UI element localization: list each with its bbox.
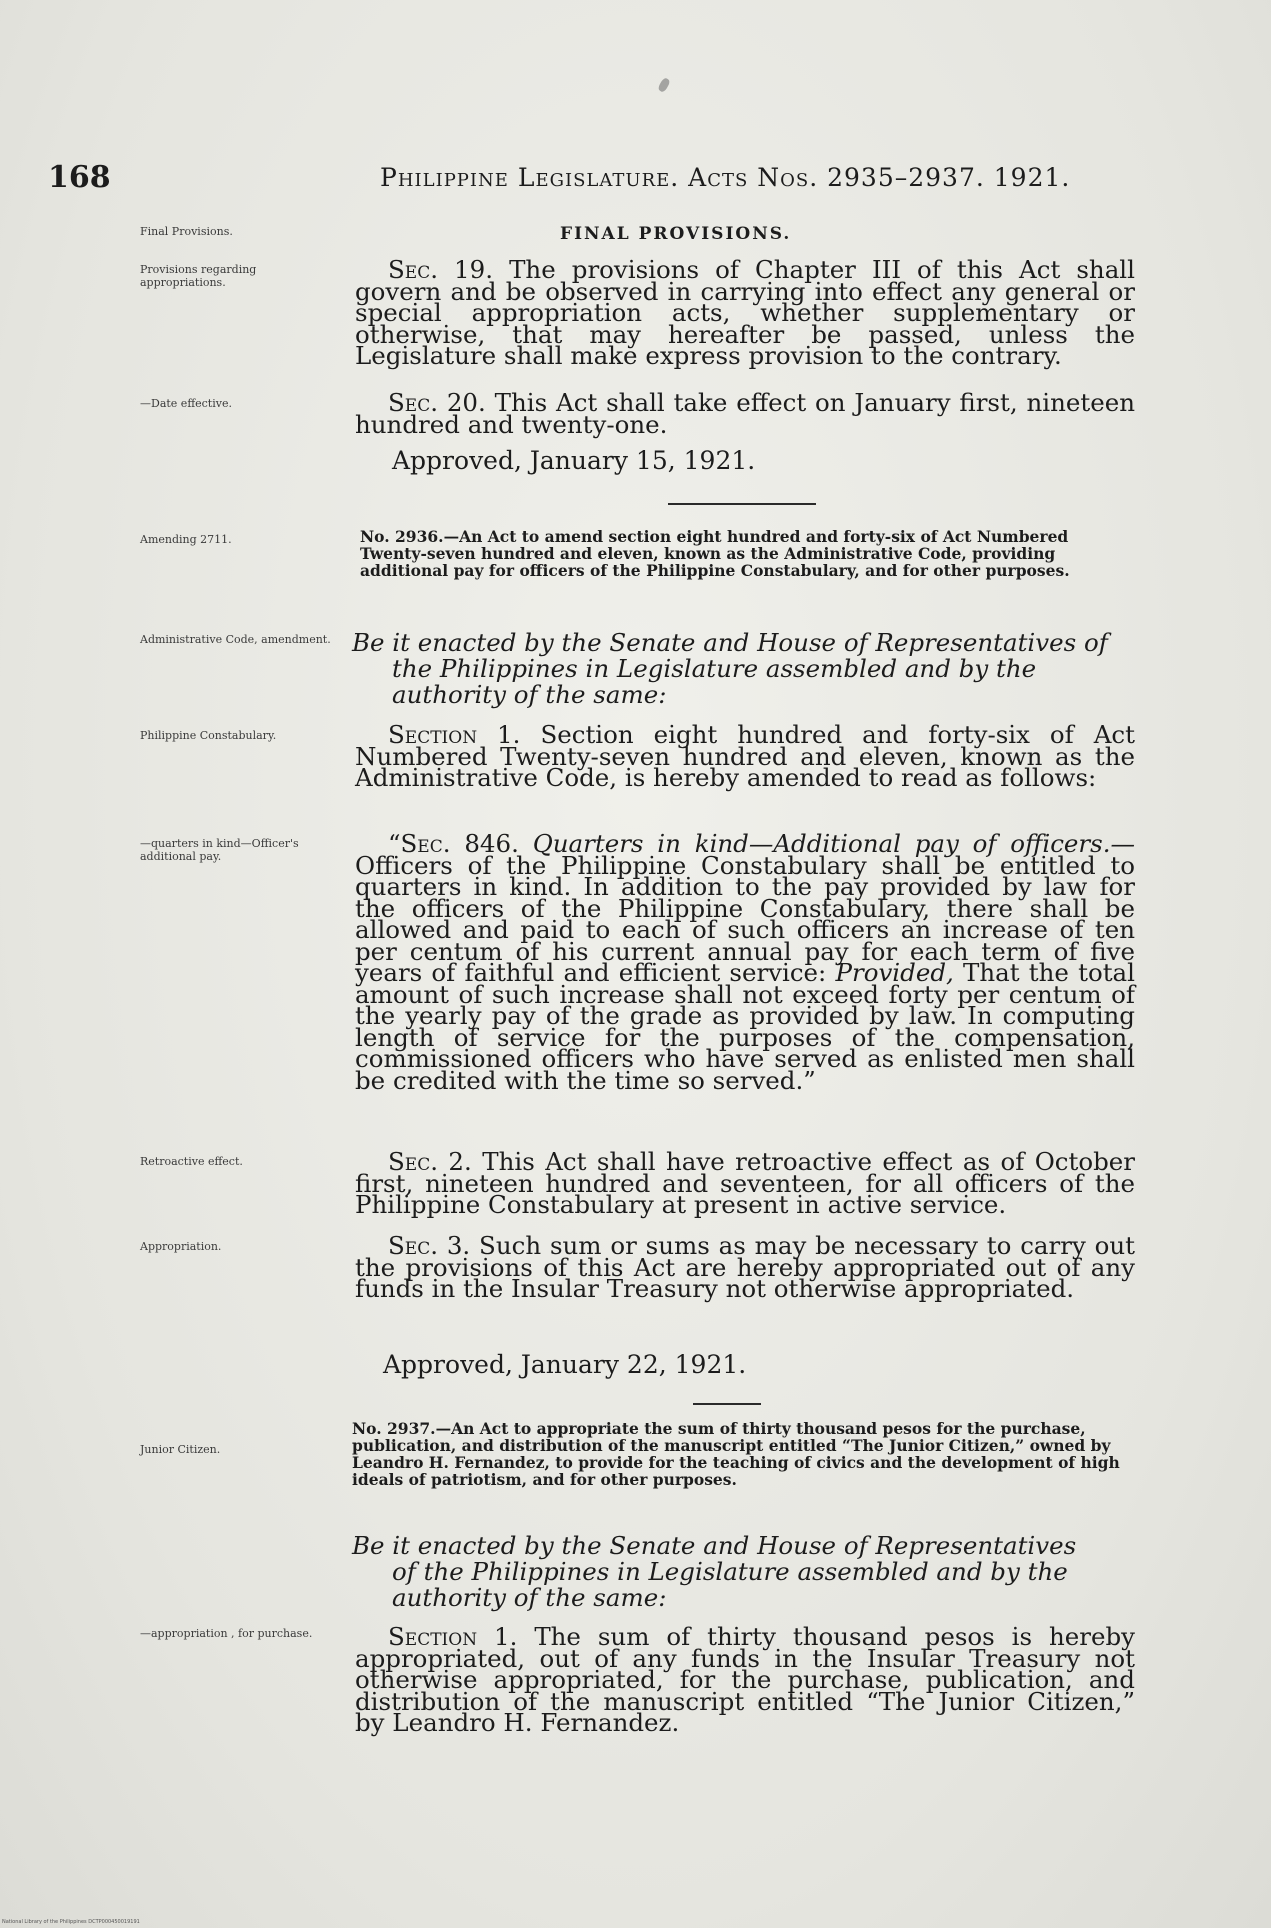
divider-rule xyxy=(668,503,816,505)
margin-note-amending: Amending 2711. xyxy=(140,533,232,546)
enacting-line-2: of the Philippines in Legislature assembled and by the authority of the same: xyxy=(392,1557,1068,1612)
sec20-text: This Act shall take effect on January first, nineteen hundred and twenty-one. xyxy=(355,388,1135,439)
margin-note-admin-code: Administrative Code, amendment. xyxy=(140,633,331,646)
act-2936-number: No. 2936. xyxy=(360,527,444,546)
sec20-paragraph xyxy=(355,388,1135,439)
sec19-label: Sec. 19. xyxy=(388,255,494,284)
act-2937-number: No. 2937. xyxy=(352,1419,436,1438)
margin-note-appropriation: Appropriation. xyxy=(140,1240,222,1253)
sec846-label: “Sec. 846. xyxy=(388,829,519,858)
act-2937-sec1-text: The sum of thirty thousand pesos is hereby appropriated, out of any funds in the Insular Treasury not otherwise appropriated, for the purchase, publication, and distribution of the manuscript entitled “The Junior Citizen,” by Leandro H. Fernandez. xyxy=(355,1622,1135,1737)
enacting-line-2: the Philippines in Legislature assembled and by the authority of the same: xyxy=(392,654,1037,709)
approved-date-2936: Approved, January 22, 1921. xyxy=(383,1350,747,1379)
sec846-text-1: Officers of the Philippine Constabulary shall be entitled to quarters in kind. In addition to the pay provided by law for the officers of the Philippine Constabulary, there shall be allowed and paid to each of such officers an increase of ten per centum of his current annual pay for each term of five years of faithful and efficient service: xyxy=(355,850,1135,987)
act-2936-enacting-clause xyxy=(352,630,1142,708)
act-2936-sec1-label: Section 1. xyxy=(388,720,521,749)
margin-note-final-provisions: Final Provisions. xyxy=(140,225,233,238)
margin-note-junior-citizen: Junior Citizen. xyxy=(140,1443,221,1456)
act-2937-sec1-paragraph xyxy=(355,1622,1135,1737)
sec846-provided: Provided, xyxy=(835,958,954,987)
act-2937-sec1-label: Section 1. xyxy=(388,1622,518,1651)
margin-note-provisions-regarding: Provisions regarding appropriations. xyxy=(140,263,257,289)
enacting-line-1: Be it enacted by the Senate and House of Representatives of xyxy=(352,628,1108,657)
act-2936-sec1-paragraph xyxy=(355,720,1135,792)
running-header: Philippine Legislature. Acts Nos. 2935–2937. 1921. xyxy=(380,163,1071,192)
act-2937-enacting-clause xyxy=(352,1533,1142,1611)
divider-rule-short xyxy=(693,1403,761,1405)
approved-date-2935: Approved, January 15, 1921. xyxy=(392,446,756,475)
act-2936-title-text: —An Act to amend section eight hundred and forty-six of Act Numbered Twenty-seven hundred and eleven, known as the Administrative Code, providing additional pay for officers of the Philippine Constabulary, and for other purposes. xyxy=(360,527,1070,580)
act-2936-sec2-label: Sec. 2. xyxy=(388,1147,472,1176)
act-2936-sec3-text: Such sum or sums as may be necessary to carry out the provisions of this Act are hereby appropriated out of any funds in the Insular Treasury not otherwise appropriated. xyxy=(355,1231,1136,1303)
act-2936-sec2-text: This Act shall have retroactive effect as of October first, nineteen hundred and seventeen, for all officers of the Philippine Constabulary at present in active service. xyxy=(355,1147,1135,1219)
page-number: 168 xyxy=(48,160,111,195)
section-heading: FINAL PROVISIONS. xyxy=(560,224,792,244)
margin-note-appropriation-purchase: —appropriation , for purchase. xyxy=(140,1627,313,1640)
sec19-paragraph xyxy=(355,255,1135,370)
act-2936-sec3-label: Sec. 3. xyxy=(388,1231,471,1260)
act-2936-sec3-paragraph xyxy=(355,1231,1136,1303)
margin-note-quarters: —quarters in kind—Officer's additional pay. xyxy=(140,837,299,863)
sec846-paragraph xyxy=(355,829,1135,1095)
margin-note-retroactive: Retroactive effect. xyxy=(140,1155,243,1168)
act-2937-title-text: —An Act to appropriate the sum of thirty thousand pesos for the purchase, publication, and distribution of the manuscript entitled “The Junior Citizen,” owned by Leandro H. Fernandez, to provide for the teaching of civics and the development of high ideals of patriotism, and for other purposes. xyxy=(352,1419,1120,1489)
act-2936-title xyxy=(360,528,1140,579)
margin-note-constabulary: Philippine Constabulary. xyxy=(140,729,277,742)
ink-speck xyxy=(657,77,671,93)
act-2937-title xyxy=(352,1420,1132,1488)
act-2936-sec2-paragraph xyxy=(355,1147,1135,1219)
sec846-heading: Quarters in kind—Additional pay of officers.— xyxy=(532,829,1135,858)
sec19-text: The provisions of Chapter III of this Act shall govern and be observed in carrying into effect any general or special appropriation acts, whether supplementary or otherwise, that may hereafter be passed, unless the Legislature shall make express provision to the contrary. xyxy=(355,255,1135,370)
sec20-label: Sec. 20. xyxy=(388,388,486,417)
act-2936-sec1-text: Section eight hundred and forty-six of Act Numbered Twenty-seven hundred and eleven, known as the Administrative Code, is hereby amended to read as follows: xyxy=(355,720,1135,792)
scan-credit: National Library of the Philippines DCTP000450019191 xyxy=(2,1919,140,1925)
enacting-line-1: Be it enacted by the Senate and House of Representatives xyxy=(352,1531,1077,1560)
sec846-text-2: That the total amount of such increase shall not exceed forty per centum of the yearly pay of the grade as provided by law. In computing length of service for the purposes of the compensation, commissioned officers who have served as enlisted men shall be credited with the time so served.” xyxy=(355,958,1135,1095)
margin-note-date-effective: —Date effective. xyxy=(140,397,232,410)
